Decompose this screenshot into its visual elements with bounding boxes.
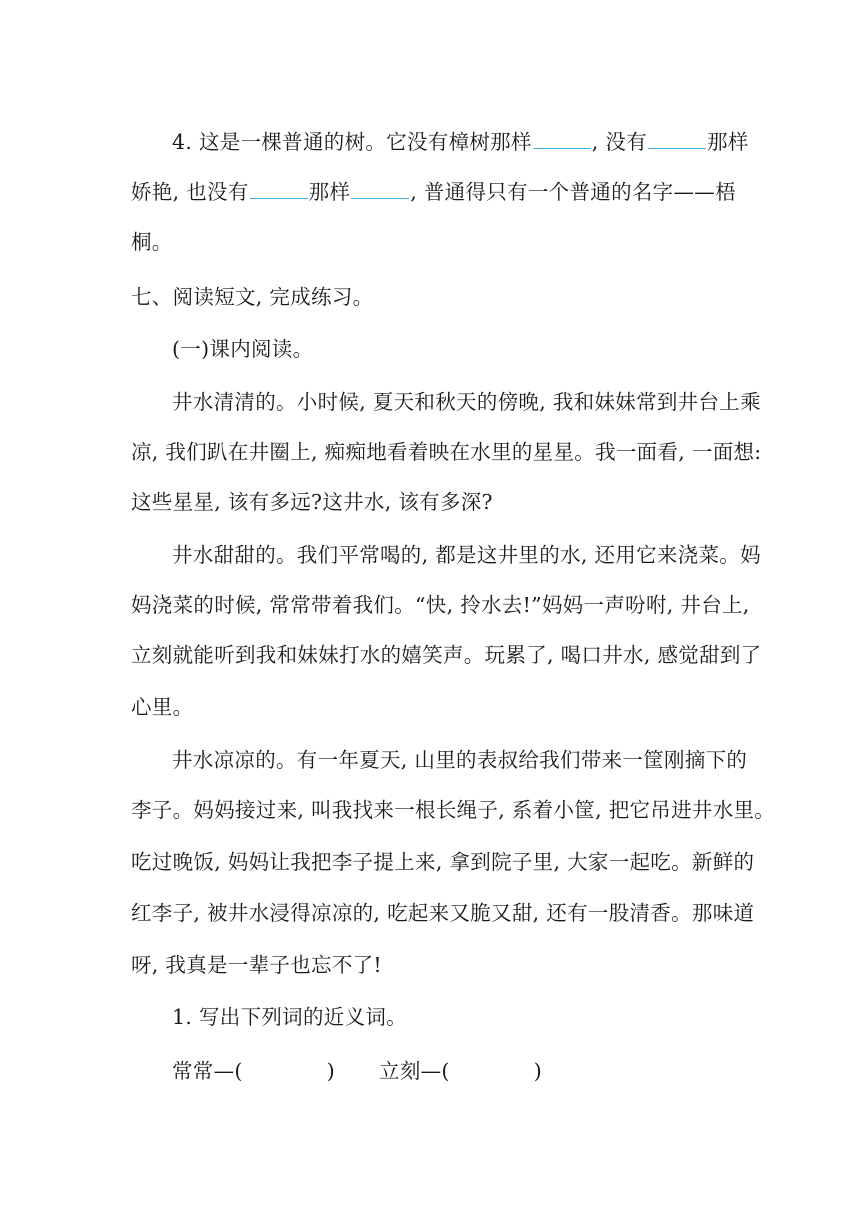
passage-line: 李子。妈妈接过来, 叫我找来一根长绳子, 系着小筐, 把它吊进井水里。 — [131, 798, 776, 822]
passage-line: 妈浇菜的时候, 常常带着我们。“快, 拎水去!”妈妈一声吩咐, 井台上, — [131, 593, 750, 617]
q4-text: , 普通得只有一个普通的名字——梧 — [410, 180, 736, 204]
paren-close: ) — [326, 1059, 336, 1083]
exercise-prompt: 1. 写出下列词的近义词。 — [172, 1005, 407, 1029]
paren-close: ) — [533, 1059, 543, 1083]
section-heading: 七、阅读短文, 完成练习。 — [131, 285, 374, 309]
sub-heading: (一)课内阅读。 — [172, 337, 314, 361]
passage-line: 凉, 我们趴在井圈上, 痴痴地看着映在水里的星星。我一面看, 一面想: — [131, 440, 762, 464]
passage-line: 这些星星, 该有多远?这井水, 该有多深? — [131, 490, 493, 514]
synonym-word: 常常—( — [172, 1059, 243, 1083]
q4-text: 娇艳, 也没有 — [131, 180, 249, 204]
passage-line: 吃过晚饭, 妈妈让我把李子提上来, 拿到院子里, 大家一起吃。新鲜的 — [131, 850, 755, 874]
passage-line: 心里。 — [131, 695, 194, 719]
passage-line: 呀, 我真是一辈子也忘不了! — [131, 953, 382, 977]
passage-line: 立刻就能听到我和妹妹打水的嬉笑声。玩累了, 喝口井水, 感觉甜到了 — [131, 643, 762, 667]
q4-line-1 — [172, 128, 749, 156]
q4-line-2 — [131, 178, 736, 206]
q4-text: 4. 这是一棵普通的树。它没有樟树那样 — [172, 130, 532, 154]
synonym-word: 立刻—( — [379, 1059, 450, 1083]
passage-line: 井水甜甜的。我们平常喝的, 都是这井里的水, 还用它来浇菜。妈 — [172, 543, 761, 567]
q4-text: 那样 — [707, 130, 749, 154]
fill-blank[interactable] — [351, 178, 409, 199]
passage-line: 井水凉凉的。有一年夏天, 山里的表叔给我们带来一筐刚摘下的 — [172, 748, 748, 772]
q4-text: 那样 — [308, 180, 351, 204]
fill-blank[interactable] — [533, 128, 591, 149]
passage-line: 红李子, 被井水浸得凉凉的, 吃起来又脆又甜, 还有一股清香。那味道 — [131, 901, 755, 925]
synonym-row — [172, 1057, 542, 1085]
q4-text: , 没有 — [591, 130, 648, 154]
q4-line-3: 桐。 — [131, 230, 173, 254]
fill-blank[interactable] — [250, 178, 308, 199]
fill-blank[interactable] — [648, 128, 706, 149]
passage-line: 井水清清的。小时候, 夏天和秋天的傍晚, 我和妹妹常到井台上乘 — [172, 390, 761, 414]
